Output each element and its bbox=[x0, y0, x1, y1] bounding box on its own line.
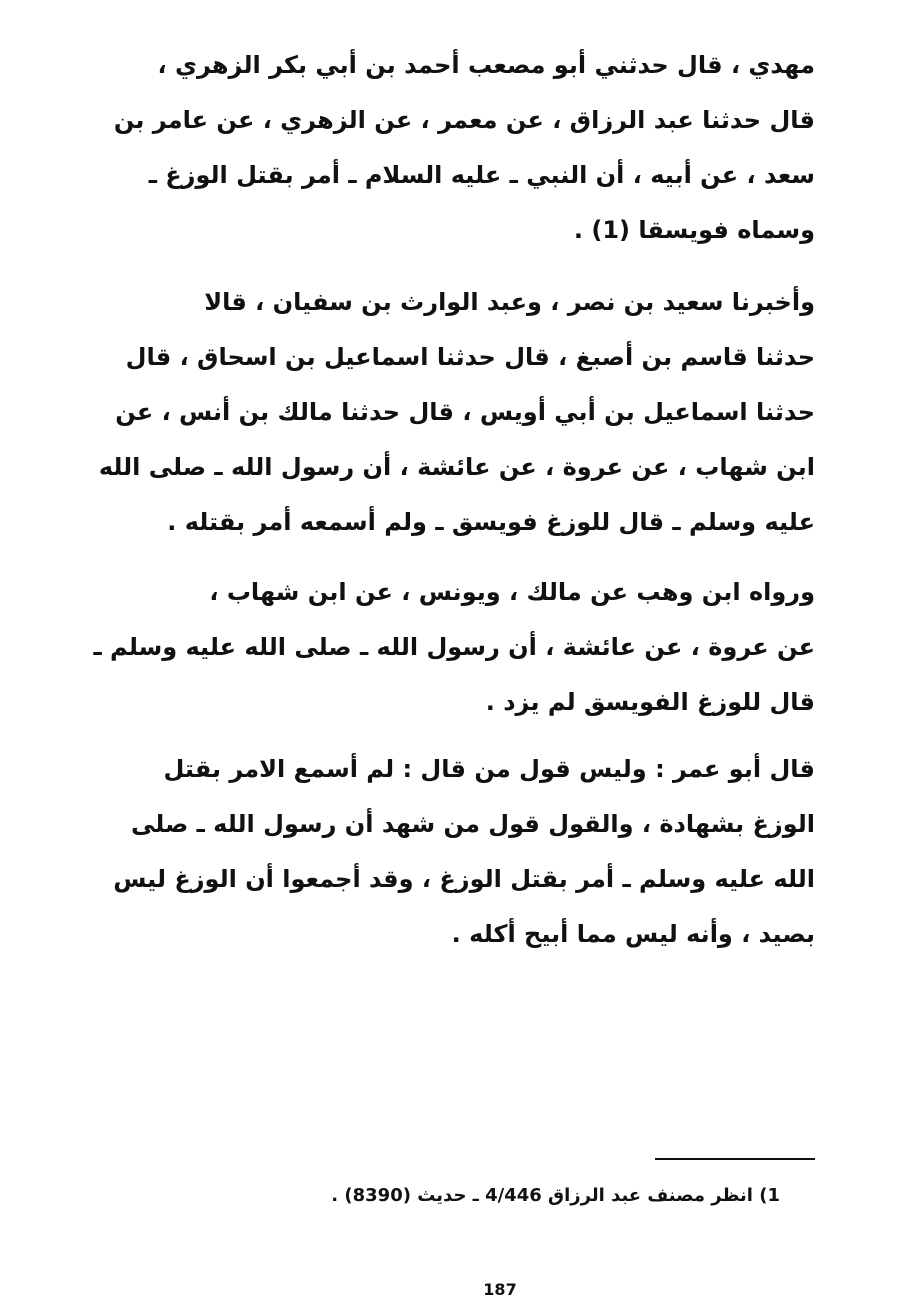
paragraph-line: حدثنا قاسم بن أصبغ ، قال حدثنا اسماعيل بن اسحاق ، قال bbox=[125, 343, 815, 371]
paragraph-4 bbox=[113, 742, 815, 962]
paragraph-line: قال حدثنا عبد الرزاق ، عن معمر ، عن الزهري ، عن عامر بن bbox=[113, 106, 815, 134]
paragraph-line: عن عروة ، عن عائشة ، أن رسول الله ـ صلى الله عليه وسلم ـ bbox=[93, 633, 815, 661]
paragraph-line: حدثنا اسماعيل بن أبي أويس ، قال حدثنا مالك بن أنس ، عن bbox=[115, 398, 815, 426]
paragraph-line: وأخبرنا سعيد بن نصر ، وعبد الوارث بن سفيان ، قالا bbox=[204, 288, 815, 316]
paragraph-line: عليه وسلم ـ قال للوزغ فويسق ـ ولم أسمعه أمر بقتله . bbox=[167, 508, 815, 536]
paragraph-line: ابن شهاب ، عن عروة ، عن عائشة ، أن رسول الله ـ صلى الله bbox=[98, 453, 815, 481]
paragraph-line: قال أبو عمر : وليس قول من قال : لم أسمع الامر بقتل bbox=[163, 755, 815, 783]
footnote-divider bbox=[655, 1158, 815, 1160]
paragraph-2 bbox=[98, 275, 815, 550]
paragraph-line: الوزغ بشهادة ، والقول قول من شهد أن رسول الله ـ صلى bbox=[130, 810, 815, 838]
paragraph-1 bbox=[113, 38, 815, 258]
paragraph-line: سعد ، عن أبيه ، أن النبي ـ عليه السلام ـ أمر بقتل الوزغ ـ bbox=[148, 161, 815, 189]
paragraph-line: قال للوزغ الفويسق لم يزد . bbox=[485, 688, 815, 716]
paragraph-line: مهدي ، قال حدثني أبو مصعب أحمد بن أبي بكر الزهري ، bbox=[157, 51, 815, 79]
footnote: 1) انظر مصنف عبد الرزاق 4/446 ـ حديث (8390) . bbox=[331, 1185, 780, 1206]
page-number: 187 bbox=[483, 1280, 517, 1299]
paragraph-line: وسماه فويسقا (1) . bbox=[573, 216, 815, 244]
paragraph-3 bbox=[93, 565, 815, 730]
paragraph-line: بصيد ، وأنه ليس مما أبيح أكله . bbox=[451, 920, 815, 948]
paragraph-line: ورواه ابن وهب عن مالك ، ويونس ، عن ابن شهاب ، bbox=[209, 578, 815, 606]
paragraph-line: الله عليه وسلم ـ أمر بقتل الوزغ ، وقد أجمعوا أن الوزغ ليس bbox=[113, 865, 815, 893]
